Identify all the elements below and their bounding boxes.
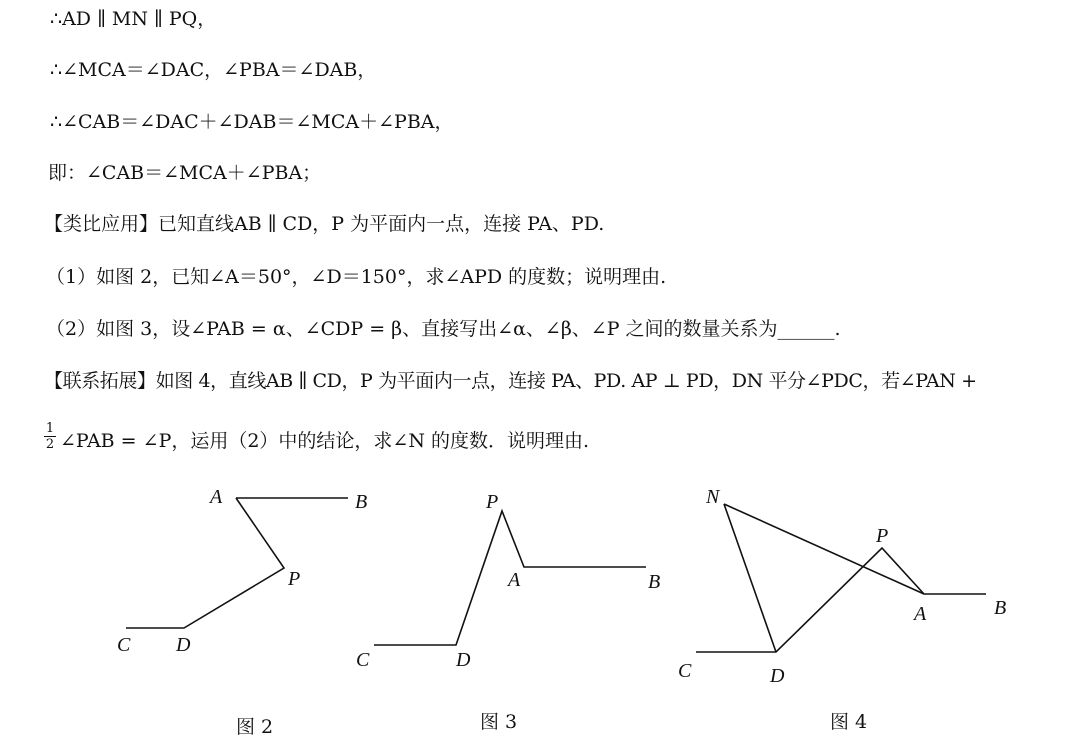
- figure-3: [356, 491, 660, 671]
- fig4-label-N: N: [706, 486, 720, 508]
- fig4-segment-NA: [724, 504, 924, 594]
- fig4-label-B: B: [994, 597, 1007, 619]
- figure-2-caption: 图 2: [236, 716, 274, 738]
- fig2-path-A-P-D-C: [126, 498, 284, 628]
- fig3-label-C: C: [356, 649, 370, 671]
- proof-line-3: ∴∠CAB＝∠DAC＋∠DAB＝∠MCA＋∠PBA，: [50, 111, 454, 133]
- fraction-denominator: 2: [45, 437, 55, 452]
- figure-3-caption: 图 3: [480, 711, 518, 733]
- fig4-label-A: A: [914, 603, 927, 625]
- one-half-fraction: [44, 422, 56, 451]
- question-2-line: （2）如图 3，设∠PAB = α、∠CDP = β、直接写出∠α、∠β、∠P 之间的数量关系为______.: [46, 318, 841, 340]
- fig3-label-B: B: [648, 571, 661, 593]
- fig3-label-D: D: [456, 649, 471, 671]
- fig2-label-B: B: [355, 491, 368, 513]
- fig4-label-C: C: [678, 660, 692, 682]
- fig4-segment-ND: [724, 504, 776, 652]
- extension-line-continued: ∠PAB = ∠P，运用（2）中的结论，求∠N 的度数．说明理由.: [60, 430, 590, 452]
- fig2-label-C: C: [117, 634, 131, 656]
- question-1-line: （1）如图 2，已知∠A＝50°，∠D＝150°，求∠APD 的度数；说明理由.: [46, 266, 667, 288]
- fig3-label-P: P: [486, 491, 499, 513]
- fraction-numerator: 1: [45, 421, 55, 436]
- fig4-label-D: D: [770, 665, 785, 687]
- figure-2: [117, 486, 367, 656]
- extension-line: 【联系拓展】如图 4，直线AB ∥ CD，P 为平面内一点，连接 PA、PD. AP ⊥ PD，DN 平分∠PDC，若∠PAN +: [44, 370, 977, 392]
- fig2-label-P: P: [288, 568, 301, 590]
- fig2-label-A: A: [210, 486, 223, 508]
- proof-line-4: 即：∠CAB＝∠MCA＋∠PBA；: [48, 162, 322, 184]
- figure-4: [678, 486, 1006, 687]
- fig3-label-A: A: [508, 569, 521, 591]
- proof-line-1: ∴AD ∥ MN ∥ PQ，: [50, 8, 217, 30]
- fig4-label-P: P: [876, 525, 889, 547]
- analogy-application-line: 【类比应用】已知直线AB ∥ CD，P 为平面内一点，连接 PA、PD.: [44, 213, 605, 235]
- geometry-figures: [0, 470, 1080, 739]
- figure-4-caption: 图 4: [830, 711, 868, 733]
- fig4-path-C-D-P-A-B: [696, 548, 986, 652]
- proof-line-2: ∴∠MCA＝∠DAC，∠PBA＝∠DAB，: [50, 59, 377, 81]
- fig2-label-D: D: [176, 634, 191, 656]
